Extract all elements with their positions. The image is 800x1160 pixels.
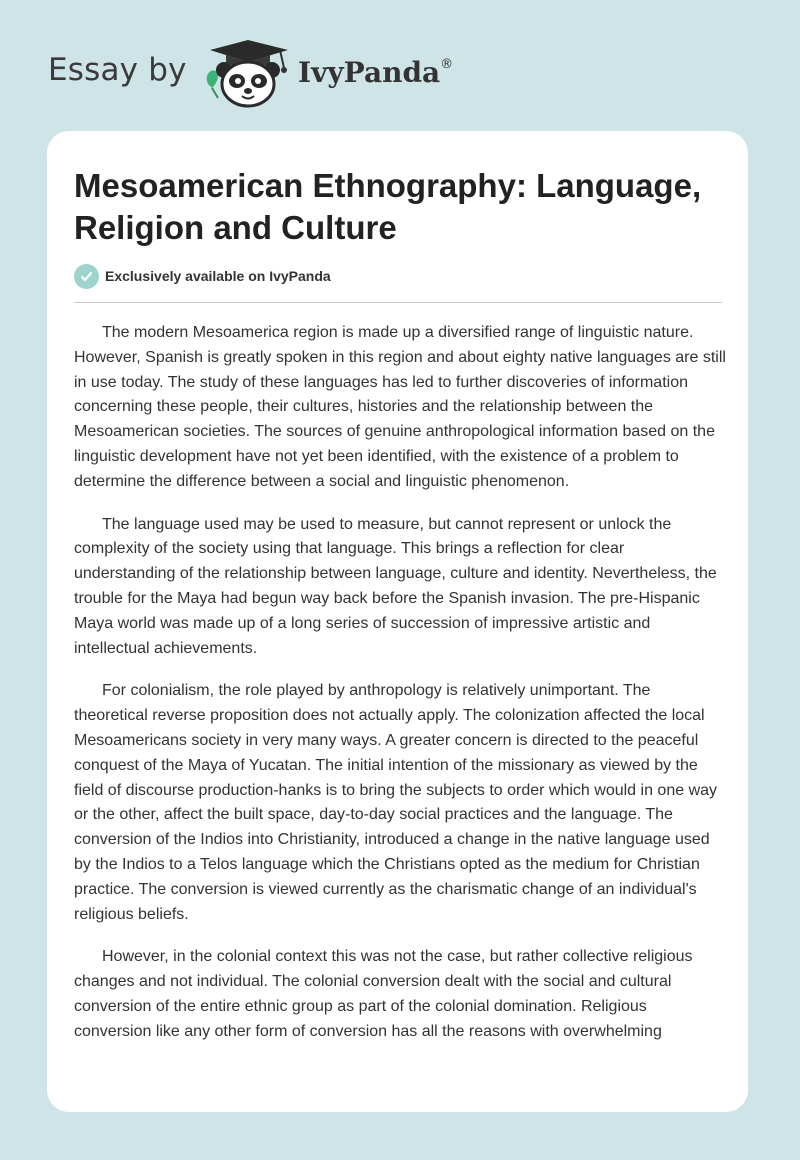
paragraph: The modern Mesoamerica region is made up a diversified range of linguistic nature. However, Spanish is greatly spoken in this region and about eighty native languages are still in use today. The study of these languages has led to further discoveries of information concerning these people, their cultures, histories and the relationship between the Mesoamerican societies. The sources of genuine anthropological information based on the linguistic development have not yet been identified, with the existence of a problem to determine the difference between a social and linguistic phenomenon. (74, 324, 726, 490)
divider (74, 302, 722, 303)
brand-text: IvyPanda (298, 56, 441, 89)
essay-by-label: Essay by (48, 52, 187, 88)
paragraph: For colonialism, the role played by anthropology is relatively unimportant. The theoretical reverse proposition does not actually apply. The colonization affected the local Mesoamericans society in very many ways. A greater concern is directed to the peaceful conquest of the Maya of Yucatan. The initial intention of the missionary as viewed by the field of discourse production-hanks is to bring the subjects to order which would in one way or the other, affect the built space, day-to-day social practices and the language. The conversion of the Indios into Christianity, introduced a change in the native language used by the Indios to a Telos language which the Christians opted as the medium for Christian practice. The conversion is viewed currently as the charismatic change of an individual's religious beliefs. (74, 682, 718, 923)
check-circle-icon (74, 264, 99, 289)
site-header (0, 0, 800, 130)
exclusive-label: Exclusively available on IvyPanda (105, 268, 331, 284)
brand-name[interactable] (298, 56, 453, 89)
page-title: Mesoamerican Ethnography: Language, Religion and Culture (74, 167, 702, 246)
essay-body (74, 321, 726, 1063)
exclusive-badge (74, 263, 331, 289)
essay-card (47, 131, 748, 1112)
paragraph: The language used may be used to measure, but cannot represent or unlock the complexity of the society using that language. This brings a reflection for clear understanding of the relationship between language, culture and identity. Nevertheless, the trouble for the Maya had begun way back before the Spanish invasion. The pre-Hispanic Maya world was made up of a long series of succession of impressive artistic and intellectual achievements. (74, 515, 717, 657)
paragraph: However, in the colonial context this was not the case, but rather collective religious changes and not individual. The colonial conversion dealt with the social and cultural conversion of the entire ethnic group as part of the colonial domination. Religious conversion like any other form of conversion has all the reasons with overwhelming (74, 948, 693, 1040)
panda-graduate-icon[interactable] (202, 38, 294, 108)
registered-mark: ® (440, 56, 454, 72)
